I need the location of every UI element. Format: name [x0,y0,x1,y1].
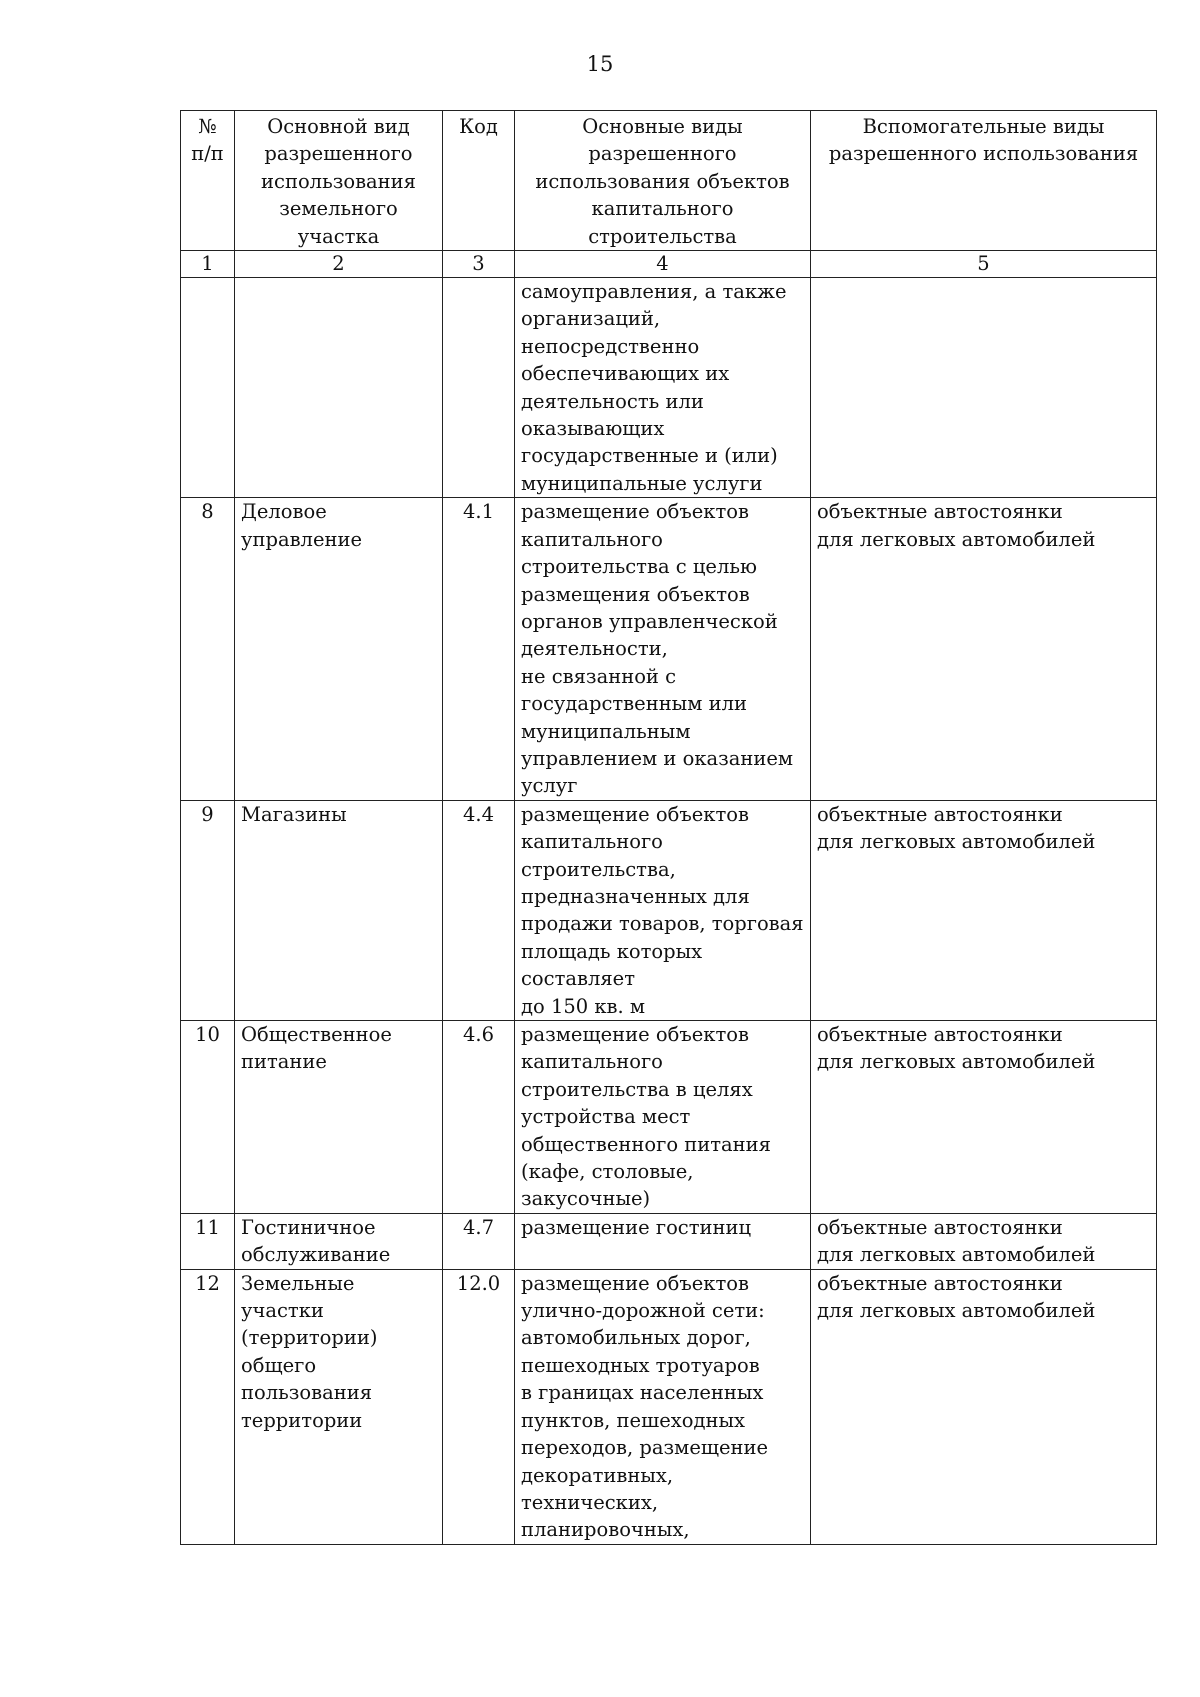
row-aux-uses [811,278,1157,498]
row-main-uses: размещение объектов улично-дорожной сети: автомобильных дорог, пешеходных тротуаров в границах населенных пунктов, пешеходных переходов, размещение декоративных, технических, планировочных, [515,1269,811,1544]
column-number: 5 [811,251,1157,278]
header-main-uses: Основные виды разрешенного использования объектов капитального строительства [515,111,811,251]
row-main-uses: самоуправления, а также организаций, непосредственно обеспечивающих их деятельность или оказывающих государственные и (или) муниципальные услуги [515,278,811,498]
row-kind: Магазины [235,800,443,1020]
header-aux-uses: Вспомогательные виды разрешенного использования [811,111,1157,251]
column-number: 1 [181,251,235,278]
row-main-uses: размещение объектов капитального строительства в целях устройства мест общественного питания (кафе, столовые, закусочные) [515,1021,811,1214]
row-code: 4.6 [443,1021,515,1214]
row-kind: Деловое управление [235,498,443,800]
table-row [181,1021,1157,1214]
row-kind [235,278,443,498]
row-code: 4.4 [443,800,515,1020]
row-aux-uses: объектные автостоянки для легковых автомобилей [811,498,1157,800]
header-number: № п/п [181,111,235,251]
row-number [181,278,235,498]
column-number: 2 [235,251,443,278]
row-number: 11 [181,1213,235,1269]
row-number: 10 [181,1021,235,1214]
row-kind: Гостиничное обслуживание [235,1213,443,1269]
row-aux-uses: объектные автостоянки для легковых автомобилей [811,1269,1157,1544]
row-main-uses: размещение объектов капитального строительства, предназначенных для продажи товаров, торговая площадь которых составляет до 150 кв. м [515,800,811,1020]
column-number-row [181,251,1157,278]
row-main-uses: размещение объектов капитального строительства с целью размещения объектов органов управленческой деятельности, не связанной с государственным или муниципальным управлением и оказанием услуг [515,498,811,800]
header-code: Код [443,111,515,251]
table-row [181,1269,1157,1544]
row-number: 8 [181,498,235,800]
row-number: 9 [181,800,235,1020]
table-row [181,800,1157,1020]
row-code [443,278,515,498]
row-code: 12.0 [443,1269,515,1544]
table-header-row [181,111,1157,251]
row-code: 4.7 [443,1213,515,1269]
column-number: 3 [443,251,515,278]
row-aux-uses: объектные автостоянки для легковых автомобилей [811,1021,1157,1214]
column-number: 4 [515,251,811,278]
row-aux-uses: объектные автостоянки для легковых автомобилей [811,800,1157,1020]
land-use-table [180,110,1157,1545]
header-main-kind: Основной вид разрешенного использования земельного участка [235,111,443,251]
row-kind: Общественное питание [235,1021,443,1214]
row-main-uses: размещение гостиниц [515,1213,811,1269]
table-row [181,278,1157,498]
table-row [181,1213,1157,1269]
row-kind: Земельные участки (территории) общего пользования территории [235,1269,443,1544]
table-row [181,498,1157,800]
row-aux-uses: объектные автостоянки для легковых автомобилей [811,1213,1157,1269]
row-number: 12 [181,1269,235,1544]
row-code: 4.1 [443,498,515,800]
page-number: 15 [586,52,614,76]
